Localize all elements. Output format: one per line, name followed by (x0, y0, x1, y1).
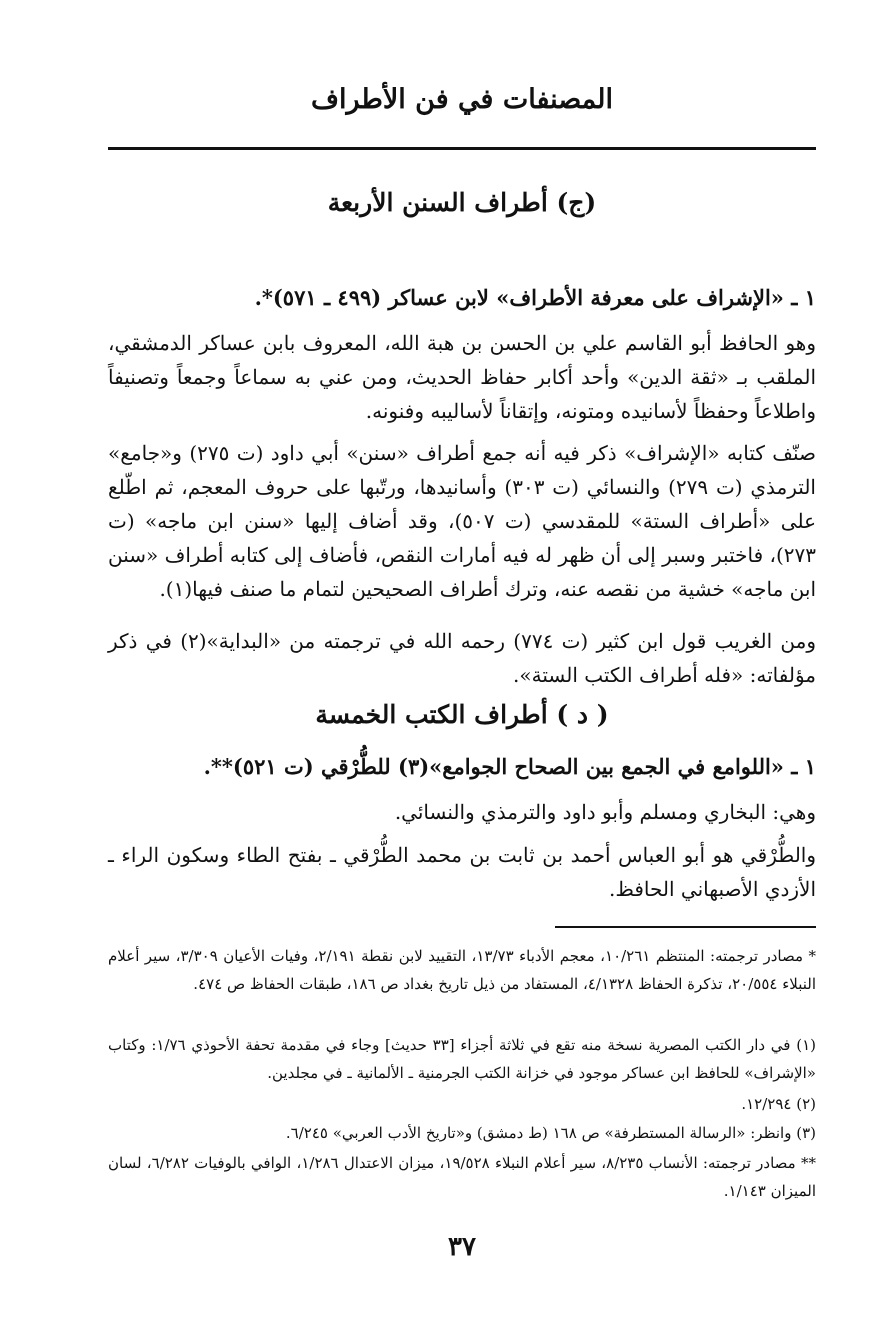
paragraph-five-books: وهي: البخاري ومسلم وأبو داود والترمذي والنسائي. (394, 800, 816, 824)
footnote-1: (١) في دار الكتب المصرية نسخة منه تقع في ثلاثة أجزاء [٣٣ حديث] وجاء في مقدمة تحفة الأحوذي ١/٧٦: وكتاب «الإشراف» للحافظ ابن عساكر موجود في خزانة الكتب الجرمنية ـ الألمانية ـ في مجلدين. (108, 1036, 816, 1082)
footnote-star-sources: * مصادر ترجمته: المنتظم ١٠/٢٦١، معجم الأدباء ١٣/٧٣، التقييد لابن نقطة ٢/١٩١، وفيات الأعيان ٣/٣٠٩، سير أعلام النبلاء ٢٠/٥٥٤، تذكرة الحفاظ ٤/١٣٢٨، المستفاد من ذيل تاريخ بغداد ص ١٨٦، طبقات الحفاظ ص ٤٧٤. (108, 947, 816, 993)
page-number: ٣٧ (448, 1232, 476, 1262)
running-head: المصنفات في فن الأطراف (310, 84, 614, 115)
footnote-double-star-sources: ** مصادر ترجمته: الأنساب ٨/٢٣٥، سير أعلام النبلاء ١٩/٥٢٨، ميزان الاعتدال ١/٢٨٦، الوافي بالوفيات ٦/٢٨٢، لسان الميزان ١/١٤٣. (108, 1154, 816, 1200)
paragraph-ibn-asakir-bio: وهو الحافظ أبو القاسم علي بن الحسن بن هبة الله، المعروف بابن عساكر الدمشقي، الملقب بـ «ثقة الدين» وأحد أكابر حفاظ الحديث، ومن عني به سماعاً وجمعاً وتصنيفاً واطلاعاً وحفظاً لأسانيده ومتونه، وإتقاناً لأساليبه وفنونه. (108, 331, 816, 423)
section-title-d: ( د ) أطراف الكتب الخمسة (315, 700, 609, 729)
entry-heading-lawami: ١ ـ «اللوامع في الجمع بين الصحاح الجوامع»(٣) للطُّرْقي (ت ٥٢١)**. (203, 754, 816, 779)
paragraph-ibn-kathir-note: ومن الغريب قول ابن كثير (ت ٧٧٤) رحمه الله في ترجمته من «البداية»(٢) في ذكر مؤلفاته: «فله أطراف الكتب الستة». (108, 629, 816, 687)
footnote-3: (٣) وانظر: «الرسالة المستطرفة» ص ١٦٨ (ط دمشق) و«تاريخ الأدب العربي» ٦/٢٤٥. (285, 1124, 816, 1142)
entry-heading-ishraf: ١ ـ «الإشراف على معرفة الأطراف» لابن عساكر (٤٩٩ ـ ٥٧١)*. (254, 285, 816, 310)
section-title-c: (ج) أطراف السنن الأربعة (327, 188, 597, 217)
footnote-2: (٢) ١٢/٢٩٤. (741, 1095, 816, 1113)
header-divider (108, 147, 816, 150)
footnote-divider (555, 926, 816, 928)
paragraph-turqi-bio: والطُّرْقي هو أبو العباس أحمد بن ثابت بن محمد الطُّرْقي ـ بفتح الطاء وسكون الراء ـ الأزدي الأصبهاني الحافظ. (108, 843, 816, 901)
paragraph-ishraf-description: صنّف كتابه «الإشراف» ذكر فيه أنه جمع أطراف «سنن» أبي داود (ت ٢٧٥) و«جامع» الترمذي (ت ٢٧٩) والنسائي (ت ٣٠٣) وأسانيدها، ورتّبها على حروف المعجم، ثم اطّلع على «أطراف الستة» للمقدسي (ت ٥٠٧)، وقد أضاف إليها «سنن ابن ماجه» (ت ٢٧٣)، فاختبر وسبر إلى أن ظهر له فيه أمارات النقص، فأضاف إلى كتابه أطراف «سنن ابن ماجه» خشية من نقصه عنه، وترك أطراف الصحيحين لتمام ما صنف فيها(١). (108, 441, 817, 601)
